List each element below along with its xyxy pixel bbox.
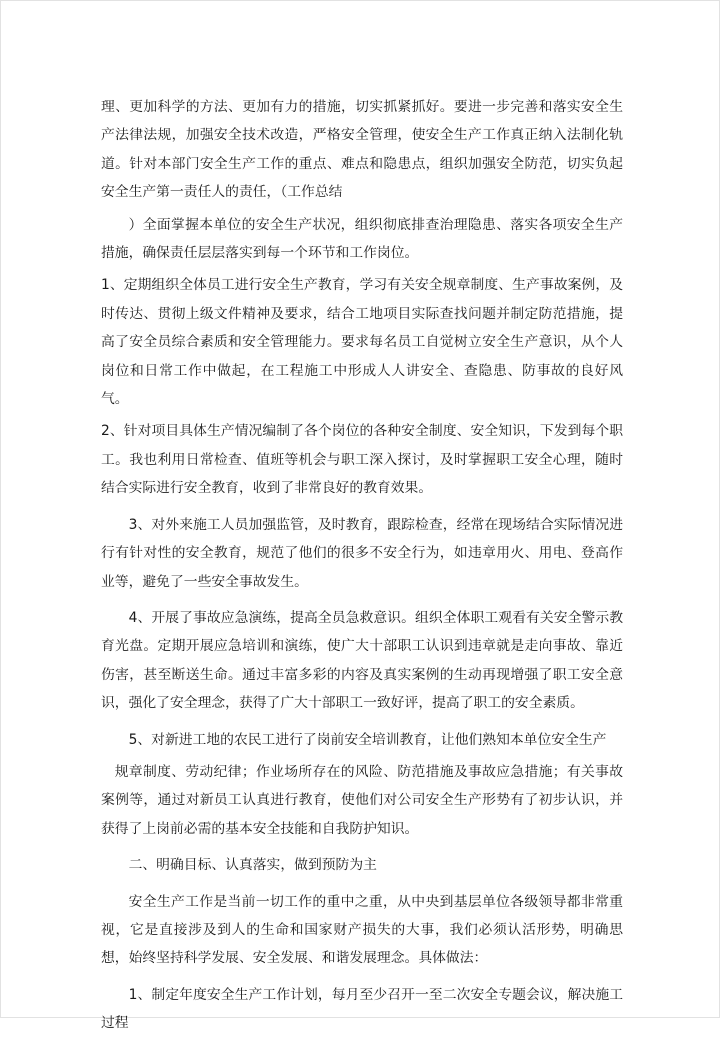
- paragraph-summary: ）全面掌握本单位的安全生产状况，组织彻底排查治理隐患、落实各项安全生产措施，确保责任层层落实到每一个环节和工作岗位。: [101, 216, 623, 262]
- document-body: [101, 93, 623, 1038]
- paragraph-item-2: 2、针对项目具体生产情况编制了各个岗位的各种安全制度、安全知识，下发到每个职工。我也利用日常检查、值班等机会与职工深入探讨，及时掌握职工安全心理，随时结合实际进行安全教育，收到了非常良好的教育效果。: [101, 423, 623, 497]
- paragraph-section-2-item-1: 1、制定年度安全生产工作计划，每月至少召开一至二次安全专题会议，解决施工过程: [101, 986, 623, 1032]
- paragraph-item-5: 5、对新进工地的农民工进行了岗前安全培训教育，让他们熟知本单位安全生产: [128, 731, 607, 748]
- paragraph-item-4: 4、开展了事故应急演练，提高全员急救意识。组织全体职工观看有关安全警示教育光盘。定期开展应急培训和演练，使广大十部职工认识到违章就是走向事故、靠近伤害，甚至断送生命。通过丰富多彩的内容及真实案例的生动再现增强了职工安全意识，强化了安全理念，获得了广大十部职工一致好评，提高了职工的安全素质。: [101, 609, 623, 712]
- paragraph-item-1: 1、定期组织全体员工进行安全生产教育，学习有关安全规章制度、生产事故案例，及时传达、贯彻上级文件精神及要求，结合工地项目实际查找问题并制定防范措施，提高了安全员综合素质和安全管理能力。要求每名员工自觉树立安全生产意识，从个人岗位和日常工作中做起，在工程施工中形成人人讲安全、查隐患、防事故的良好风气。: [101, 277, 623, 408]
- paragraph-continuation: 理、更加科学的方法、更加有力的措施，切实抓紧抓好。要进一步完善和落实安全生产法律法规，加强安全技术改造，严格安全管理，使安全生产工作真正纳入法制化轨道。针对本部门安全生产工作的重点、难点和隐患点，组织加强安全防范，切实负起安全生产第一责任人的责任，（工作总结: [101, 99, 623, 201]
- section-heading-2: 二、明确目标、认真落实，做到预防为主: [128, 857, 377, 874]
- paragraph-section-2-intro: 安全生产工作是当前一切工作的重中之重，从中央到基层单位各级领导都非常重视，它是直接涉及到人的生命和国家财产损失的大事，我们必须认活形势，明确思想，始终坚持科学发展、安全发展、和谐发展理念。具体做法：: [101, 893, 623, 967]
- paragraph-item-3: 3、对外来施工人员加强监管，及时教育，跟踪检查，经常在现场结合实际情况进行有针对性的安全教育，规范了他们的很多不安全行为，如违章用火、用电、登高作业等，避免了一些安全事故发生。: [101, 516, 623, 590]
- paragraph-item-5-continued: 规章制度、劳动纪律；作业场所存在的风险、防范措施及事故应急措施；有关事故案例等，通过对新员工认真进行教育，使他们对公司安全生产形势有了初步认识，并获得了上岗前必需的基本安全技能和自我防护知识。: [101, 763, 623, 837]
